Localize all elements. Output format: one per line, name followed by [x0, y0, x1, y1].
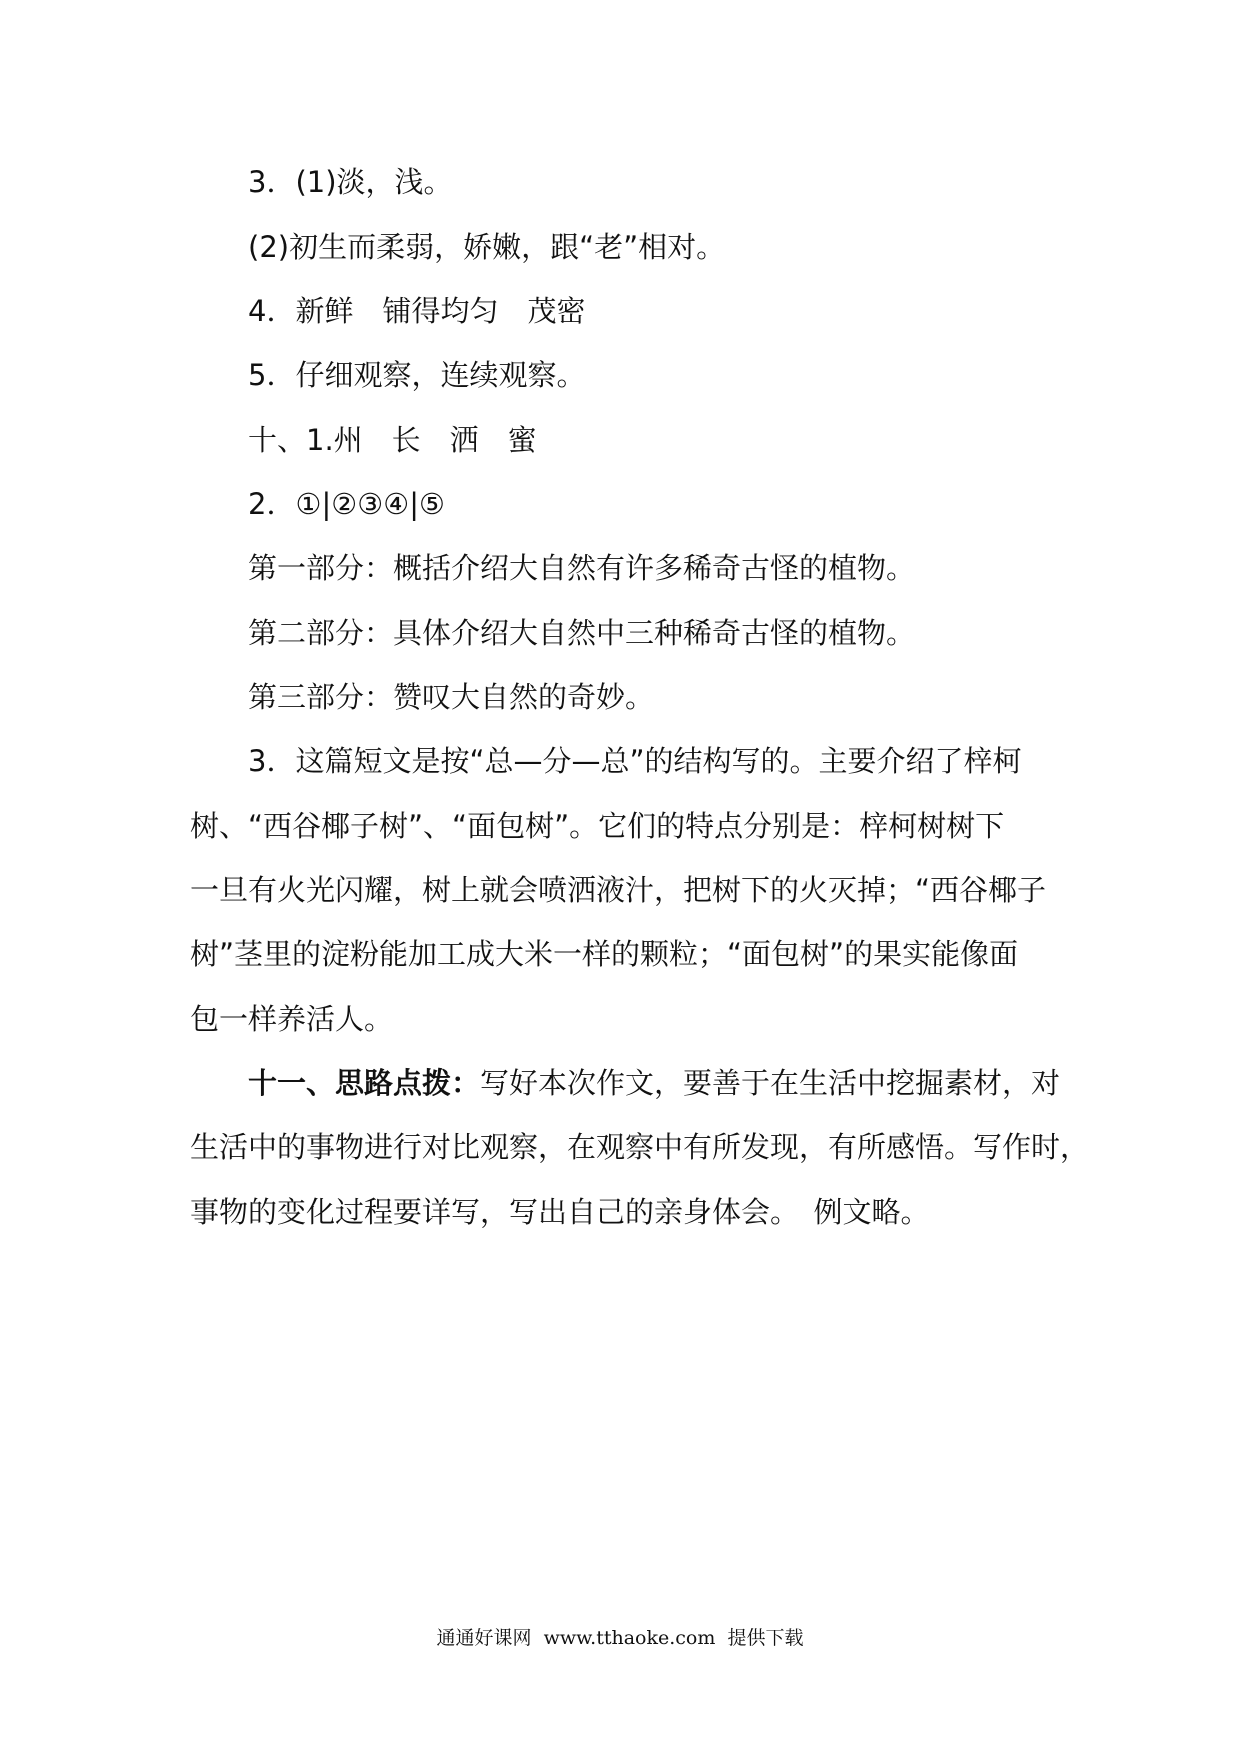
part-one-text: 第一部分：概括介绍大自然有许多稀奇古怪的植物。 [248, 551, 916, 585]
answer-3-1: 3．(1)淡，浅。 [248, 165, 453, 199]
part-two-text: 第二部分：具体介绍大自然中三种稀奇古怪的植物。 [248, 616, 916, 650]
answer-3-2: (2)初生而柔弱，娇嫩，跟“老”相对。 [248, 230, 726, 264]
section-10-answer-1: 十、1.州 长 洒 蜜 [248, 423, 537, 457]
section-11-text: 写好本次作文，要善于在生活中挖掘素材，对 [480, 1066, 1061, 1100]
section-11-line-2: 生活中的事物进行对比观察，在观察中有所发现，有所感悟。写作时， [190, 1130, 1090, 1164]
section-11-label: 十一、思路点拨： [248, 1066, 481, 1100]
answer-4: 4．新鲜 铺得均匀 茂密 [248, 294, 586, 328]
section-11-line-3: 事物的变化过程要详写，写出自己的亲身体会。 例文略。 [190, 1195, 930, 1229]
section-10-answer-2: 2．①|②③④|⑤ [248, 487, 445, 521]
answer-5: 5．仔细观察，连续观察。 [248, 358, 586, 392]
section-10-answer-3-line-4: 树”茎里的淀粉能加工成大米一样的颗粒；“面包树”的果实能像面 [190, 937, 1019, 971]
part-three-text: 第三部分：赞叹大自然的奇妙。 [248, 680, 655, 714]
section-10-answer-3-line-5: 包一样养活人。 [190, 1002, 394, 1036]
section-11-line-1 [248, 1063, 1060, 1103]
section-10-answer-3-line-2: 树、“西谷椰子树”、“面包树”。它们的特点分别是：梓柯树树下 [190, 809, 1005, 843]
section-10-answer-3-line-1: 3．这篇短文是按“总—分—总”的结构写的。主要介绍了梓柯 [248, 744, 1022, 778]
section-10-answer-3-line-3: 一旦有火光闪耀，树上就会喷洒液汁，把树下的火灭掉；“西谷椰子 [190, 873, 1047, 907]
footer-text: 通通好课网 www.tthaoke.com 提供下载 [436, 1627, 804, 1649]
